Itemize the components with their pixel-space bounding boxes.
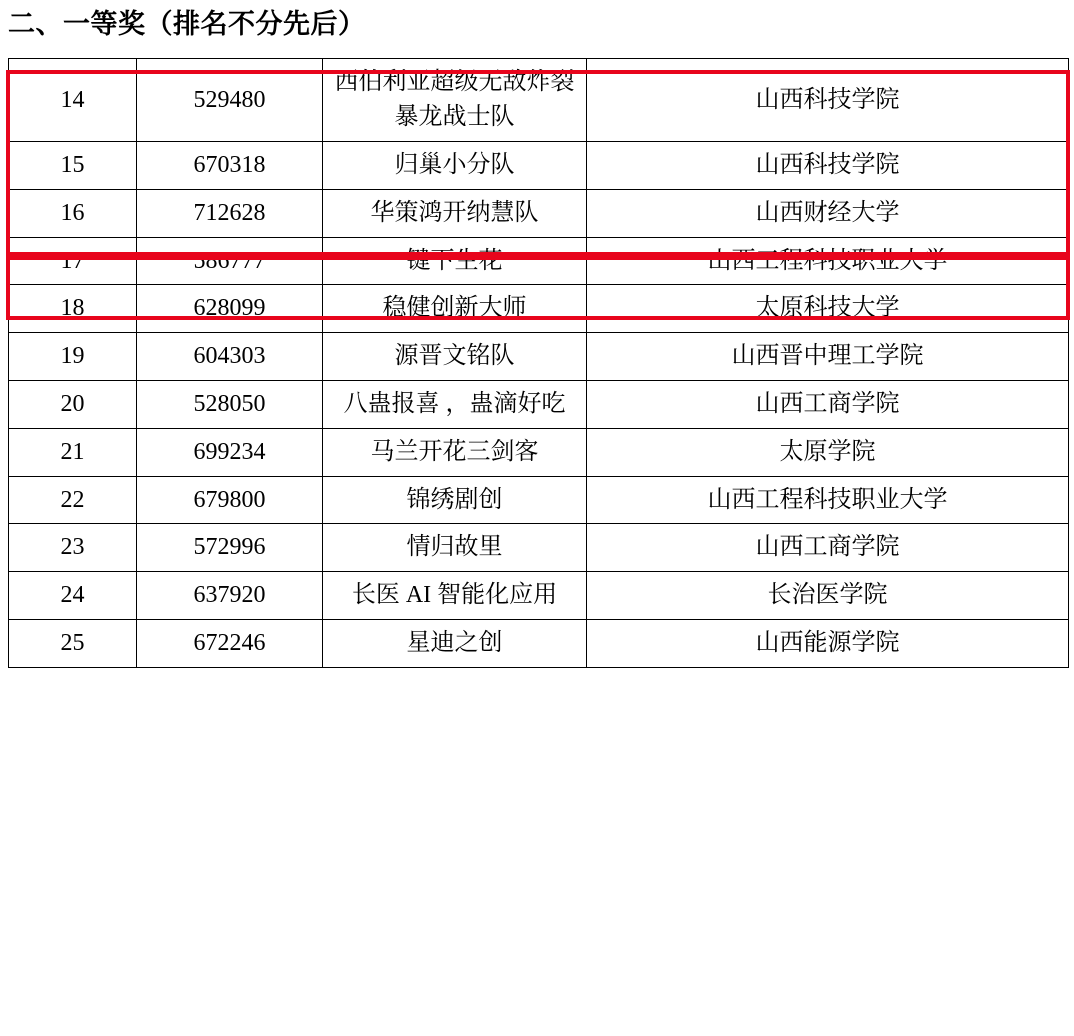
cell-rank: 22 [9,476,137,524]
table-row [9,237,1069,285]
cell-school: 山西财经大学 [587,189,1069,237]
cell-team: 归巢小分队 [323,141,587,189]
cell-team: 八蛊报喜 ，蛊滴好吃 [323,380,587,428]
table-row [9,428,1069,476]
cell-team: 长医 AI 智能化应用 [323,572,587,620]
cell-code: 637920 [137,572,323,620]
table-row [9,285,1069,333]
cell-rank: 15 [9,141,137,189]
table-row [9,333,1069,381]
award-table [8,58,1069,667]
cell-school: 长治医学院 [587,572,1069,620]
cell-rank: 21 [9,428,137,476]
table-row [9,189,1069,237]
cell-code: 628099 [137,285,323,333]
cell-school: 山西工商学院 [587,380,1069,428]
cell-rank: 23 [9,524,137,572]
cell-school: 太原科技大学 [587,285,1069,333]
cell-team: 星迪之创 [323,619,587,667]
cell-school: 山西工程科技职业大学 [587,237,1069,285]
cell-team: 稳健创新大师 [323,285,587,333]
table-row [9,141,1069,189]
cell-code: 672246 [137,619,323,667]
cell-code: 712628 [137,189,323,237]
cell-code: 529480 [137,59,323,142]
cell-team: 键下生花 [323,237,587,285]
section-title: 二、一等奖（排名不分先后） [8,9,366,39]
cell-school: 太原学院 [587,428,1069,476]
cell-code: 670318 [137,141,323,189]
cell-code: 572996 [137,524,323,572]
table-row [9,476,1069,524]
table-row [9,380,1069,428]
cell-rank: 17 [9,237,137,285]
table-row [9,572,1069,620]
cell-team: 马兰开花三剑客 [323,428,587,476]
cell-code: 699234 [137,428,323,476]
cell-code: 586777 [137,237,323,285]
cell-school: 山西工程科技职业大学 [587,476,1069,524]
cell-school: 山西科技学院 [587,141,1069,189]
cell-school: 山西晋中理工学院 [587,333,1069,381]
cell-code: 528050 [137,380,323,428]
cell-code: 679800 [137,476,323,524]
cell-rank: 20 [9,380,137,428]
cell-rank: 19 [9,333,137,381]
cell-rank: 24 [9,572,137,620]
cell-school: 山西科技学院 [587,59,1069,142]
cell-rank: 18 [9,285,137,333]
award-table-body [9,59,1069,667]
table-row [9,619,1069,667]
cell-rank: 14 [9,59,137,142]
cell-rank: 25 [9,619,137,667]
cell-school: 山西能源学院 [587,619,1069,667]
cell-school: 山西工商学院 [587,524,1069,572]
cell-team: 西伯利亚超级无敌炸裂暴龙战士队 [323,59,587,142]
cell-team: 源晋文铭队 [323,333,587,381]
cell-rank: 16 [9,189,137,237]
cell-team: 锦绣剧创 [323,476,587,524]
cell-team: 情归故里 [323,524,587,572]
cell-team: 华策鸿开纳慧队 [323,189,587,237]
table-row [9,59,1069,142]
cell-code: 604303 [137,333,323,381]
table-row [9,524,1069,572]
